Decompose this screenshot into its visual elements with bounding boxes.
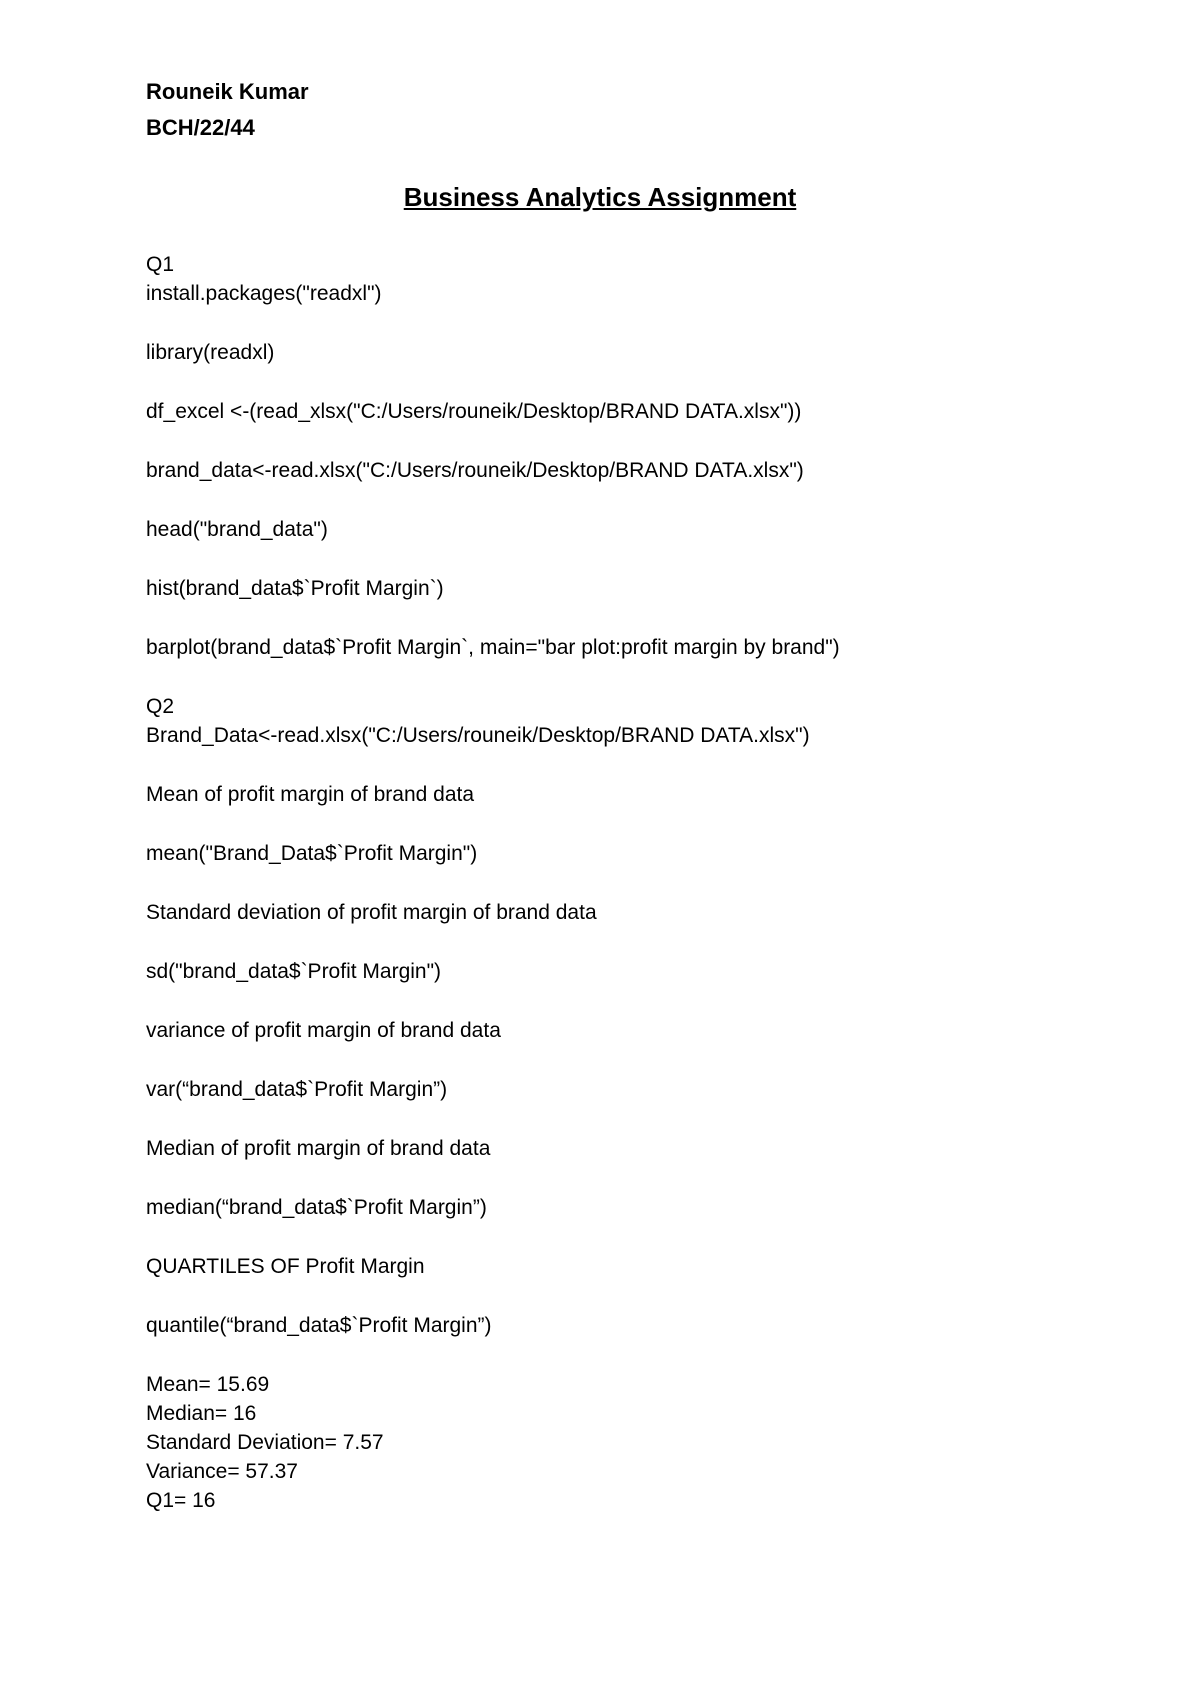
text-line: Median of profit margin of brand data [146,1137,491,1160]
text-line: hist(brand_data$`Profit Margin`) [146,577,444,600]
text-line: Mean of profit margin of brand data [146,783,475,806]
blank-line [146,986,1106,1016]
blank-line [146,1045,1106,1075]
blank-line [146,1222,1106,1252]
text-line: Q1= 16 [146,1489,216,1512]
text-line: df_excel <-(read_xlsx("C:/Users/rouneik/Desktop/BRAND DATA.xlsx")) [146,400,802,423]
text-line: Mean= 15.69 [146,1373,270,1396]
text-line: install.packages("readxl") [146,282,382,305]
text-line: head("brand_data") [146,518,328,541]
text-line: library(readxl) [146,341,275,364]
text-line: Variance= 57.37 [146,1460,298,1483]
blank-line [146,1163,1106,1193]
blank-line [146,485,1106,515]
document-content [146,74,1106,1515]
text-line: QUARTILES OF Profit Margin [146,1255,425,1278]
blank-line [146,603,1106,633]
text-line: Brand_Data<-read.xlsx("C:/Users/rouneik/Desktop/BRAND DATA.xlsx") [146,724,810,747]
text-line: mean("Brand_Data$`Profit Margin") [146,842,478,865]
blank-line [146,544,1106,574]
text-line: variance of profit margin of brand data [146,1019,501,1042]
blank-line [146,426,1106,456]
blank-line [146,750,1106,780]
text-line: Q2 [146,695,175,718]
blank-line [146,662,1106,692]
blank-line [146,1281,1106,1311]
blank-line [146,927,1106,957]
blank-line [146,809,1106,839]
text-line: brand_data<-read.xlsx("C:/Users/rouneik/Desktop/BRAND DATA.xlsx") [146,459,804,482]
text-line: var(“brand_data$`Profit Margin”) [146,1078,448,1101]
text-line: sd("brand_data$`Profit Margin") [146,960,442,983]
text-line: Q1 [146,253,175,276]
text-line: Standard deviation of profit margin of brand data [146,901,597,924]
blank-line [146,1104,1106,1134]
text-line: Median= 16 [146,1402,257,1425]
text-line: quantile(“brand_data$`Profit Margin”) [146,1314,492,1337]
blank-line [146,868,1106,898]
roll-number: BCH/22/44 [146,115,255,140]
text-line: median(“brand_data$`Profit Margin”) [146,1196,487,1219]
text-line: Standard Deviation= 7.57 [146,1431,384,1454]
author-name: Rouneik Kumar [146,79,309,104]
blank-line [146,308,1106,338]
document-title: Business Analytics Assignment [403,182,797,212]
document-body [146,250,1106,1515]
text-line: barplot(brand_data$`Profit Margin`, main="bar plot:profit margin by brand") [146,636,840,659]
blank-line [146,1340,1106,1370]
blank-line [146,367,1106,397]
